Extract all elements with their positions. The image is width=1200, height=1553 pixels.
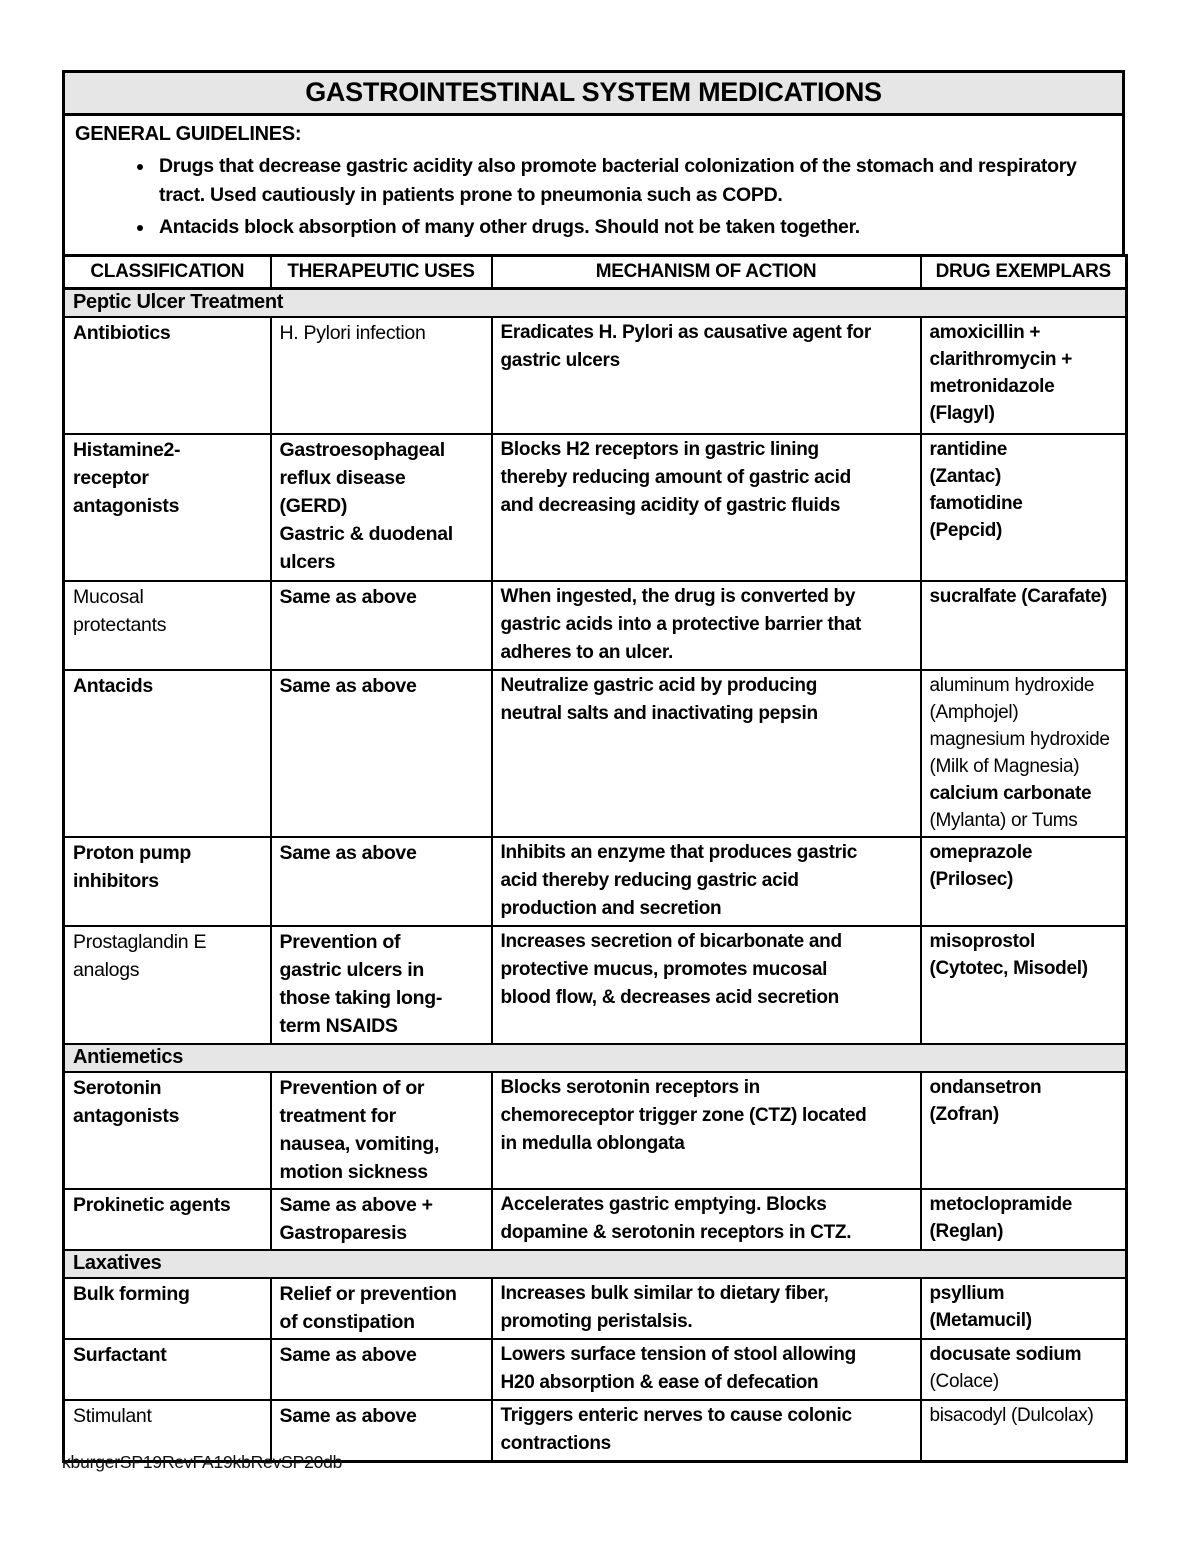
cell-line: (Cytotec, Misodel) [929,958,1088,979]
cell-line: Inhibits an enzyme that produces gastric [500,842,857,863]
cell-line: Prevention of or [279,1077,425,1099]
cell-line: antagonists [73,1105,180,1127]
cell-line: aluminum hydroxide [929,675,1095,696]
table-row [64,926,1127,1044]
cell-line: Same as above [279,1405,417,1427]
cell-line: Gastric & duodenal [279,523,453,545]
cell-line: omeprazole [929,842,1033,863]
cell-line: gastric ulcers in [279,959,424,981]
cell-line: misoprostol [929,931,1035,952]
page-title: GASTROINTESTINAL SYSTEM MEDICATIONS [65,73,1122,116]
cell-drug-exemplars [921,317,1127,434]
cell-classification [64,1278,271,1339]
cell-line: adheres to an ulcer. [500,642,673,663]
cell-line: gastric ulcers [500,350,620,371]
cell-line: dopamine & serotonin receptors in CTZ. [500,1222,852,1243]
cell-line: (Metamucil) [929,1310,1032,1331]
table-row [64,670,1127,837]
cell-line: motion sickness [279,1161,428,1183]
cell-classification [64,1339,271,1400]
cell-line: of constipation [279,1311,415,1333]
cell-line: amoxicillin + [929,322,1041,343]
cell-line: sucralfate (Carafate) [929,586,1107,607]
cell-drug-exemplars [921,581,1127,670]
cell-line: calcium carbonate [929,783,1092,804]
cell-line: Increases secretion of bicarbonate and [500,931,842,952]
cell-line: Same as above [279,586,417,608]
cell-mechanism-of-action [492,1400,921,1462]
cell-mechanism-of-action [492,581,921,670]
cell-line: (Milk of Magnesia) [929,756,1080,777]
cell-line: H. Pylori infection [279,322,426,344]
cell-line: Gastroparesis [279,1222,407,1244]
cell-line: magnesium hydroxide [929,729,1110,750]
guideline-item: • Drugs that decrease gastric acidity also promote bacterial colonization of the stomach and respiratory tract. Used cautiously in patients prone to pneumonia such as COPD. [155,152,1110,210]
cell-line: Prevention of [279,931,401,953]
section-header-laxatives: Laxatives [64,1250,1127,1278]
column-header-drug-exemplars: DRUG EXEMPLARS [921,256,1127,289]
cell-mechanism-of-action [492,670,921,837]
cell-line: inhibitors [73,870,159,892]
cell-drug-exemplars [921,837,1127,926]
cell-line: treatment for [279,1105,396,1127]
cell-line: Same as above [279,675,417,697]
table-header-row [64,256,1127,289]
cell-line: (Amphojel) [929,702,1019,723]
cell-therapeutic-uses [271,1278,492,1339]
cell-mechanism-of-action [492,1278,921,1339]
guideline-item: • Antacids block absorption of many other drugs. Should not be taken together. [155,213,1110,242]
cell-line: Neutralize gastric acid by producing [500,675,817,696]
cell-line: Eradicates H. Pylori as causative agent for [500,322,871,343]
cell-line: H20 absorption & ease of defecation [500,1372,819,1393]
cell-line: Blocks serotonin receptors in [500,1077,760,1098]
cell-classification [64,581,271,670]
cell-line: Proton pump [73,842,192,864]
cell-therapeutic-uses [271,837,492,926]
cell-line: term NSAIDS [279,1015,398,1037]
cell-line: Histamine2- [73,439,181,461]
cell-line: ulcers [279,551,336,573]
cell-classification [64,434,271,581]
cell-line: Increases bulk similar to dietary fiber, [500,1283,829,1304]
cell-line: antagonists [73,495,180,517]
cell-line: Gastroesophageal [279,439,445,461]
cell-line: (Zantac) [929,466,1001,487]
cell-drug-exemplars [921,434,1127,581]
cell-drug-exemplars [921,1339,1127,1400]
cell-line: (Pepcid) [929,520,1003,541]
cell-line: When ingested, the drug is converted by [500,586,856,607]
cell-line: and decreasing acidity of gastric fluids [500,495,841,516]
cell-line: Prokinetic agents [73,1194,231,1216]
table-row [64,1278,1127,1339]
cell-line: protective mucus, promotes mucosal [500,959,828,980]
column-header-therapeutic-uses: THERAPEUTIC USES [271,256,492,289]
cell-line: neutral salts and inactivating pepsin [500,703,818,724]
cell-line: (Reglan) [929,1221,1004,1242]
cell-line: rantidine [929,439,1008,460]
cell-drug-exemplars [921,670,1127,837]
table-row [64,434,1127,581]
cell-line: Blocks H2 receptors in gastric lining [500,439,819,460]
table-row [64,1072,1127,1189]
cell-therapeutic-uses [271,1072,492,1189]
cell-mechanism-of-action [492,1072,921,1189]
cell-line: protectants [73,614,167,636]
cell-line: Surfactant [73,1344,167,1366]
table-row [64,317,1127,434]
cell-therapeutic-uses [271,317,492,434]
cell-classification [64,670,271,837]
cell-therapeutic-uses [271,1339,492,1400]
cell-line: metoclopramide [929,1194,1073,1215]
cell-drug-exemplars [921,1400,1127,1462]
table-row [64,837,1127,926]
cell-mechanism-of-action [492,434,921,581]
cell-line: Serotonin [73,1077,162,1099]
table-row [64,581,1127,670]
table-row [64,1189,1127,1250]
column-header-mechanism-of-action: MECHANISM OF ACTION [492,256,921,289]
cell-line: (Mylanta) or Tums [929,810,1078,831]
cell-line: psyllium [929,1283,1005,1304]
cell-line: nausea, vomiting, [279,1133,440,1155]
cell-classification [64,837,271,926]
cell-classification [64,926,271,1044]
cell-line: in medulla oblongata [500,1133,685,1154]
cell-drug-exemplars [921,1072,1127,1189]
cell-mechanism-of-action [492,1339,921,1400]
cell-line: Antibiotics [73,322,171,344]
cell-line: famotidine [929,493,1023,514]
cell-drug-exemplars [921,1189,1127,1250]
section-header-peptic-ulcer-treatment: Peptic Ulcer Treatment [64,289,1127,318]
cell-drug-exemplars [921,1278,1127,1339]
table-row [64,1339,1127,1400]
cell-therapeutic-uses [271,434,492,581]
cell-line: Relief or prevention [279,1283,457,1305]
cell-line: Prostaglandin E [73,931,207,953]
cell-line: bisacodyl (Dulcolax) [929,1405,1094,1426]
cell-line: acid thereby reducing gastric acid [500,870,799,891]
cell-line: Same as above + [279,1194,433,1216]
cell-mechanism-of-action [492,837,921,926]
cell-line: ondansetron [929,1077,1042,1098]
cell-line: reflux disease [279,467,406,489]
cell-mechanism-of-action [492,317,921,434]
cell-line: Antacids [73,675,153,697]
cell-line: (GERD) [279,495,348,517]
cell-line: Mucosal [73,586,144,608]
footer-revision-text: kburgerSP19RevFA19kbRevSP20db [62,1452,343,1472]
cell-line: Same as above [279,1344,417,1366]
column-header-classification: CLASSIFICATION [64,256,271,289]
cell-line: (Colace) [929,1371,999,1392]
guidelines-heading: GENERAL GUIDELINES: [75,123,302,145]
cell-therapeutic-uses [271,1189,492,1250]
cell-line: metronidazole [929,376,1055,397]
cell-line: (Flagyl) [929,403,995,424]
cell-line: docusate sodium [929,1344,1082,1365]
cell-mechanism-of-action [492,1189,921,1250]
cell-line: Bulk forming [73,1283,190,1305]
cell-classification [64,317,271,434]
cell-line: Lowers surface tension of stool allowing [500,1344,856,1365]
section-header-antiemetics: Antiemetics [64,1044,1127,1072]
cell-line: gastric acids into a protective barrier that [500,614,862,635]
cell-therapeutic-uses [271,581,492,670]
cell-line: chemoreceptor trigger zone (CTZ) located [500,1105,867,1126]
cell-line: production and secretion [500,898,722,919]
cell-line: blood flow, & decreases acid secretion [500,987,839,1008]
cell-line: those taking long- [279,987,443,1009]
cell-line: receptor [73,467,149,489]
cell-line: clarithromycin + [929,349,1073,370]
cell-classification [64,1189,271,1250]
cell-line: promoting peristalsis. [500,1311,693,1332]
cell-drug-exemplars [921,926,1127,1044]
cell-line: (Zofran) [929,1104,999,1125]
cell-line: (Prilosec) [929,869,1014,890]
guidelines-list [75,152,1110,242]
general-guidelines-block [65,116,1122,269]
cell-mechanism-of-action [492,926,921,1044]
medications-table [62,254,1128,1463]
cell-line: analogs [73,959,140,981]
title-guidelines-box [62,70,1125,272]
cell-line: Triggers enteric nerves to cause colonic [500,1405,852,1426]
cell-line: Accelerates gastric emptying. Blocks [500,1194,827,1215]
cell-line: thereby reducing amount of gastric acid [500,467,851,488]
cell-line: contractions [500,1433,611,1454]
cell-therapeutic-uses [271,926,492,1044]
cell-line: Stimulant [73,1405,152,1427]
cell-therapeutic-uses [271,670,492,837]
cell-line: Same as above [279,842,417,864]
cell-classification [64,1072,271,1189]
